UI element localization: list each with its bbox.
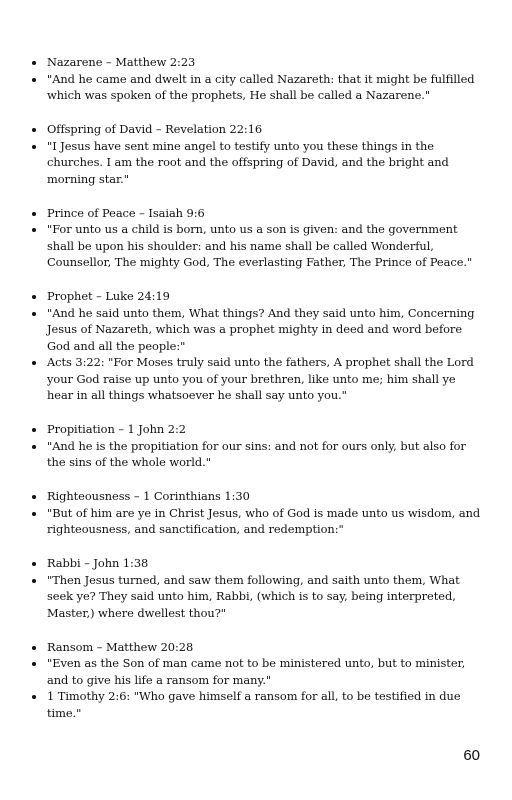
verse-text: "I Jesus have sent mine angel to testify unto you these things in the churches. I am the root and the offspring of David, and the bright and morning star."	[28, 138, 484, 188]
entry-title: Offspring of David – Revelation 22:16	[28, 121, 484, 138]
verse-text: "Then Jesus turned, and saw them following, and saith unto them, What seek ye? They said unto him, Rabbi, (which is to say, being interpreted, Master,) where dwellest thou?"	[28, 572, 484, 622]
verse-text: Acts 3:22: "For Moses truly said unto the fathers, A prophet shall the Lord your God raise up unto you of your brethren, like unto me; him shall ye hear in all things whatsoever he shall say unto you."	[28, 354, 484, 404]
verse-text: "For unto us a child is born, unto us a son is given: and the government shall be upon his shoulder: and his name shall be called Wonderful, Counsellor, The mighty God, The everlasting Father, The Prince of Peace."	[28, 221, 484, 271]
entry-list	[28, 121, 484, 187]
entry-title: Righteousness – 1 Corinthians 1:30	[28, 488, 484, 505]
entry-righteousness	[28, 488, 484, 538]
verse-text: 1 Timothy 2:6: "Who gave himself a ransom for all, to be testified in due time."	[28, 688, 484, 721]
entry-list	[28, 54, 484, 104]
entry-ransom	[28, 639, 484, 722]
entry-propitiation	[28, 421, 484, 471]
entry-title: Rabbi – John 1:38	[28, 555, 484, 572]
entry-title: Propitiation – 1 John 2:2	[28, 421, 484, 438]
entry-prince-of-peace	[28, 205, 484, 271]
entry-list	[28, 421, 484, 471]
verse-text: "And he came and dwelt in a city called Nazareth: that it might be fulfilled which was spoken of the prophets, He shall be called a Nazarene."	[28, 71, 484, 104]
entry-list	[28, 639, 484, 722]
entry-title: Ransom – Matthew 20:28	[28, 639, 484, 656]
entry-nazarene	[28, 54, 484, 104]
entry-list	[28, 205, 484, 271]
entry-list	[28, 555, 484, 621]
entry-list	[28, 288, 484, 404]
entry-offspring-of-david	[28, 121, 484, 187]
entry-list	[28, 488, 484, 538]
entry-title: Prophet – Luke 24:19	[28, 288, 484, 305]
entry-title: Prince of Peace – Isaiah 9:6	[28, 205, 484, 222]
page-content	[28, 54, 484, 739]
verse-text: "But of him are ye in Christ Jesus, who of God is made unto us wisdom, and righteousness, and sanctification, and redemption:"	[28, 505, 484, 538]
verse-text: "And he said unto them, What things? And they said unto him, Concerning Jesus of Nazareth, which was a prophet mighty in deed and word before God and all the people:"	[28, 305, 484, 355]
entry-prophet	[28, 288, 484, 404]
verse-text: "And he is the propitiation for our sins: and not for ours only, but also for the sins of the whole world."	[28, 438, 484, 471]
entry-rabbi	[28, 555, 484, 621]
page-number: 60	[463, 747, 480, 764]
entry-title: Nazarene – Matthew 2:23	[28, 54, 484, 71]
verse-text: "Even as the Son of man came not to be ministered unto, but to minister, and to give his life a ransom for many."	[28, 655, 484, 688]
